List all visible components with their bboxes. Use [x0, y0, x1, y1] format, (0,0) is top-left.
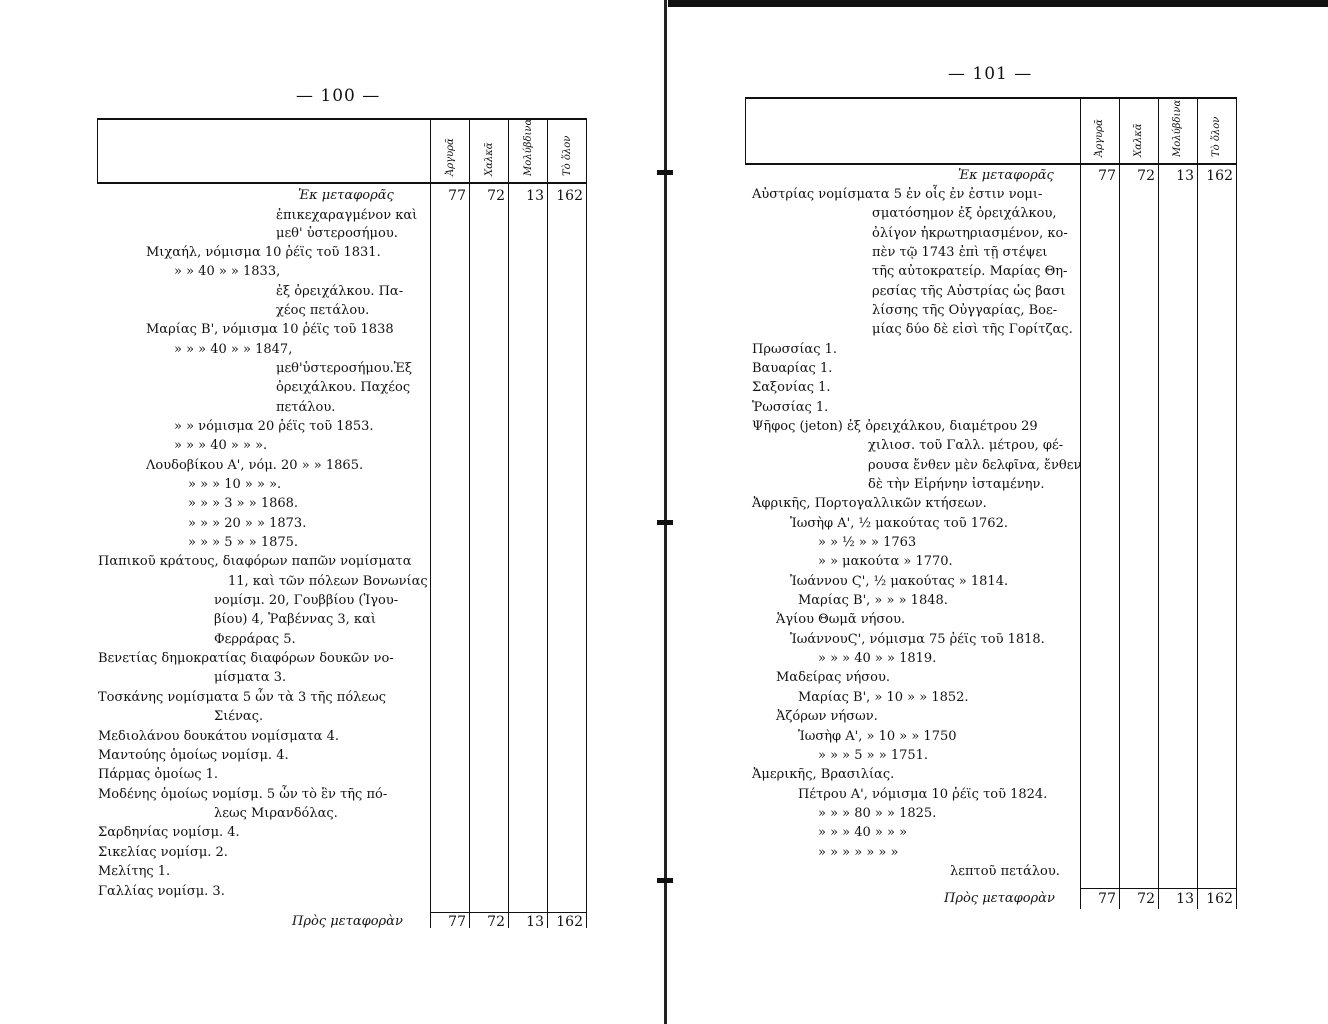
entry-line: Ἀμερικῆς, Βρασιλίας. — [752, 767, 895, 782]
column-divider — [1080, 97, 1081, 909]
entry-line: Μαρίας Β', » » » 1848. — [798, 593, 948, 608]
entry-line: ἐξ ὀρειχάλκου. Πα- — [276, 284, 404, 299]
entry-line: Ἀφρικῆς, Πορτογαλλικῶν κτήσεων. — [752, 496, 987, 511]
entry-line: » » » 5 » » 1875. — [188, 535, 299, 550]
table-top-rule — [97, 118, 587, 120]
entry-line: Μαντούης ὁμοίως νομίσμ. 4. — [98, 748, 289, 763]
carried-forward-total: 162 — [1206, 168, 1233, 184]
entry-line: » » » 40 » » 1819. — [818, 651, 937, 666]
total-rule — [1080, 888, 1237, 889]
carried-over-total: 162 — [1206, 891, 1233, 907]
entry-line: ἐπικεχαραγμένον καὶ — [276, 208, 418, 223]
entry-line: » » » 40 » » 1847, — [174, 342, 293, 357]
entry-line: χέος πετάλου. — [276, 303, 370, 318]
column-header-silver: Ἀργυρᾶ — [1094, 119, 1105, 157]
column-header-bronze: Χαλκᾶ — [1133, 123, 1144, 157]
carried-over-bronze: 72 — [1137, 891, 1155, 907]
entry-line: » » » 20 » » 1873. — [188, 516, 307, 531]
entry-line: Φερράρας 5. — [214, 632, 296, 647]
page-number: — 101 — — [948, 64, 1033, 84]
entry-line: » » » 80 » » 1825. — [818, 806, 937, 821]
entry-line: ὀλίγον ἠκρωτηριασμένον, κο- — [872, 226, 1068, 241]
entry-line: Πάρμας ὁμοίως 1. — [98, 767, 219, 782]
column-header-lead: Μολύβδινα — [1172, 99, 1183, 157]
entry-line: Μοδένης ὁμοίως νομίσμ. 5 ὧν τὸ ἓν τῆς πό- — [98, 787, 388, 802]
carried-over-label: Πρὸς μεταφορὰν — [944, 891, 1055, 906]
binding-mark — [657, 878, 673, 883]
carried-over-silver: 77 — [448, 914, 466, 930]
carried-forward-label: Ἐκ μεταφορᾶς — [298, 188, 394, 203]
entry-line: » » μακούτα » 1770. — [818, 554, 953, 569]
column-divider — [1119, 97, 1120, 909]
entry-line: » » » 10 » » ». — [188, 477, 282, 492]
entry-line: Μαρίας Β', » 10 » » 1852. — [798, 690, 969, 705]
entry-line: Ἰωσὴφ Α', » 10 » » 1750 — [798, 729, 957, 744]
carried-forward-silver: 77 — [1098, 168, 1116, 184]
entry-line: Ῥωσσίας 1. — [752, 400, 829, 415]
entry-line: » » » 40 » » » — [818, 825, 908, 840]
entry-line: ρεσίας τῆς Αὐστρίας ὡς βασι — [872, 284, 1066, 299]
entry-line: Σαρδηνίας νομίσμ. 4. — [98, 825, 240, 840]
carried-forward-total: 162 — [556, 188, 583, 204]
binding-mark — [657, 520, 673, 525]
header-bottom-rule — [97, 182, 587, 184]
page-number: — 100 — — [296, 86, 381, 106]
entry-line: Μιχαήλ, νόμισμα 10 ῥέϊς τοῦ 1831. — [146, 245, 381, 260]
entry-line: ἸωάννουϚ', νόμισμα 75 ῥέϊς τοῦ 1818. — [790, 632, 1045, 647]
entry-line: ὀρειχάλκου. Παχέος — [276, 380, 411, 395]
entry-line: Τοσκάνης νομίσματα 5 ὧν τὰ 3 τῆς πόλεως — [98, 690, 387, 705]
column-divider — [430, 118, 431, 928]
entry-line: Μεδιολάνου δουκάτου νομίσματα 4. — [98, 729, 339, 744]
book-spine — [664, 0, 667, 1024]
entry-line: Ἰωσὴφ Α', ½ μακούτας τοῦ 1762. — [790, 516, 1008, 531]
entry-line: λεως Μιρανδόλας. — [214, 806, 338, 821]
entry-line: Μαδείρας νήσου. — [776, 670, 891, 685]
table-left-border — [97, 118, 98, 184]
column-divider — [469, 118, 470, 928]
carried-over-silver: 77 — [1098, 891, 1116, 907]
carried-over-bronze: 72 — [487, 914, 505, 930]
carried-over-label: Πρὸς μεταφορὰν — [292, 914, 403, 929]
entry-line: Μελίτης 1. — [98, 864, 171, 879]
column-divider — [1236, 97, 1237, 909]
entry-line: Παπικοῦ κράτους, διαφόρων παπῶν νομίσματα — [98, 554, 412, 569]
entry-line: δὲ τὴν Εἰρήνην ἱσταμένην. — [868, 477, 1045, 492]
entry-line: » » » 40 » » ». — [174, 438, 268, 453]
carried-forward-lead: 13 — [526, 188, 544, 204]
entry-line: Ψῆφος (jeton) ἐξ ὀρειχάλκου, διαμέτρου 29 — [752, 419, 1038, 434]
entry-line: Λουδοβίκου Α', νόμ. 20 » » 1865. — [146, 458, 364, 473]
entry-line: Βαυαρίας 1. — [752, 361, 833, 376]
column-header-silver: Ἀργυρᾶ — [445, 138, 456, 176]
column-header-bronze: Χαλκᾶ — [484, 142, 495, 176]
header-bottom-rule — [745, 163, 1237, 165]
entry-line: Γαλλίας νομίσμ. 3. — [98, 884, 225, 899]
entry-line: Σαξονίας 1. — [752, 380, 831, 395]
column-header-total: Τὸ ὅλον — [562, 135, 573, 176]
entry-line: Ἁγίου Θωμᾶ νήσου. — [776, 612, 906, 627]
entry-line: » » νόμισμα 20 ῥέϊς τοῦ 1853. — [174, 419, 374, 434]
column-divider — [1158, 97, 1159, 909]
carried-forward-silver: 77 — [448, 188, 466, 204]
column-header-total: Τὸ ὅλον — [1211, 116, 1222, 157]
column-divider — [547, 118, 548, 928]
entry-line: μίας δύο δὲ εἰσὶ τῆς Γορίτζας. — [872, 322, 1073, 337]
entry-line: » » » 3 » » 1868. — [188, 496, 299, 511]
carried-over-total: 162 — [556, 914, 583, 930]
carried-over-lead: 13 — [526, 914, 544, 930]
entry-line: πὲν τῷ 1743 ἐπὶ τῇ στέψει — [872, 245, 1048, 260]
entry-line: » » » » » » » — [818, 845, 899, 860]
column-divider — [1197, 97, 1198, 909]
entry-line: Μαρίας Β', νόμισμα 10 ῥέϊς τοῦ 1838 — [146, 322, 394, 337]
entry-line: » » 40 » » 1833, — [174, 264, 281, 279]
entry-line: Πρωσσίας 1. — [752, 342, 838, 357]
entry-line: νομίσμ. 20, Γουββίου (Ἰγου- — [214, 593, 399, 608]
entry-line: τῆς αὐτοκρατείρ. Μαρίας Θη- — [872, 264, 1068, 279]
entry-line: Αὐστρίας νομίσματα 5 ἐν οἷς ἐν ἐστιν νομι- — [752, 187, 1043, 202]
entry-line: Ἰωάννου Ϛ', ½ μακούτας » 1814. — [790, 574, 1009, 589]
column-header-lead: Μολύβδινα — [523, 118, 534, 176]
entry-line: ρουσα ἔνθεν μὲν δελφῖνα, ἔνθεν — [868, 458, 1082, 473]
entry-line: μεθ' ὑστεροσήμου. — [276, 226, 398, 241]
carried-over-lead: 13 — [1176, 891, 1194, 907]
entry-line: Πέτρου Α', νόμισμα 10 ῥέϊς τοῦ 1824. — [798, 787, 1048, 802]
entry-line: βίου) 4, Ῥαβέννας 3, καὶ — [214, 612, 376, 627]
carried-forward-bronze: 72 — [487, 188, 505, 204]
entry-line: » » » 5 » » 1751. — [818, 748, 929, 763]
entry-line: χιλιοσ. τοῦ Γαλλ. μέτρου, φέ- — [868, 438, 1064, 453]
entry-line: μεθ'ὑστεροσήμου.Ἐξ — [276, 361, 412, 376]
carried-forward-bronze: 72 — [1137, 168, 1155, 184]
entry-line: Βενετίας δημοκρατίας διαφόρων δουκῶν νο- — [98, 651, 394, 666]
entry-line: 11, καὶ τῶν πόλεων Βονωνίας — [228, 574, 428, 589]
entry-line: πετάλου. — [276, 400, 336, 415]
column-divider — [508, 118, 509, 928]
entry-line: μίσματα 3. — [214, 670, 287, 685]
carried-forward-label: Ἐκ μεταφορᾶς — [958, 168, 1054, 183]
entry-line: » » ½ » » 1763 — [818, 535, 917, 550]
scan-edge-bar — [668, 0, 1328, 7]
binding-mark — [657, 170, 673, 175]
carried-forward-lead: 13 — [1176, 168, 1194, 184]
column-divider — [586, 118, 587, 928]
total-rule — [430, 912, 587, 913]
entry-line: Ἀζόρων νήσων. — [776, 709, 878, 724]
entry-line: λεπτοῦ πετάλου. — [950, 864, 1060, 879]
entry-line: σματόσημον ἐξ ὀρειχάλκου, — [872, 206, 1057, 221]
table-top-rule — [745, 97, 1237, 99]
entry-line: Σικελίας νομίσμ. 2. — [98, 845, 228, 860]
table-left-border — [745, 97, 746, 165]
entry-line: Σιένας. — [214, 709, 264, 724]
entry-line: λίσσης τῆς Οὐγγαρίας, Βοε- — [872, 303, 1058, 318]
